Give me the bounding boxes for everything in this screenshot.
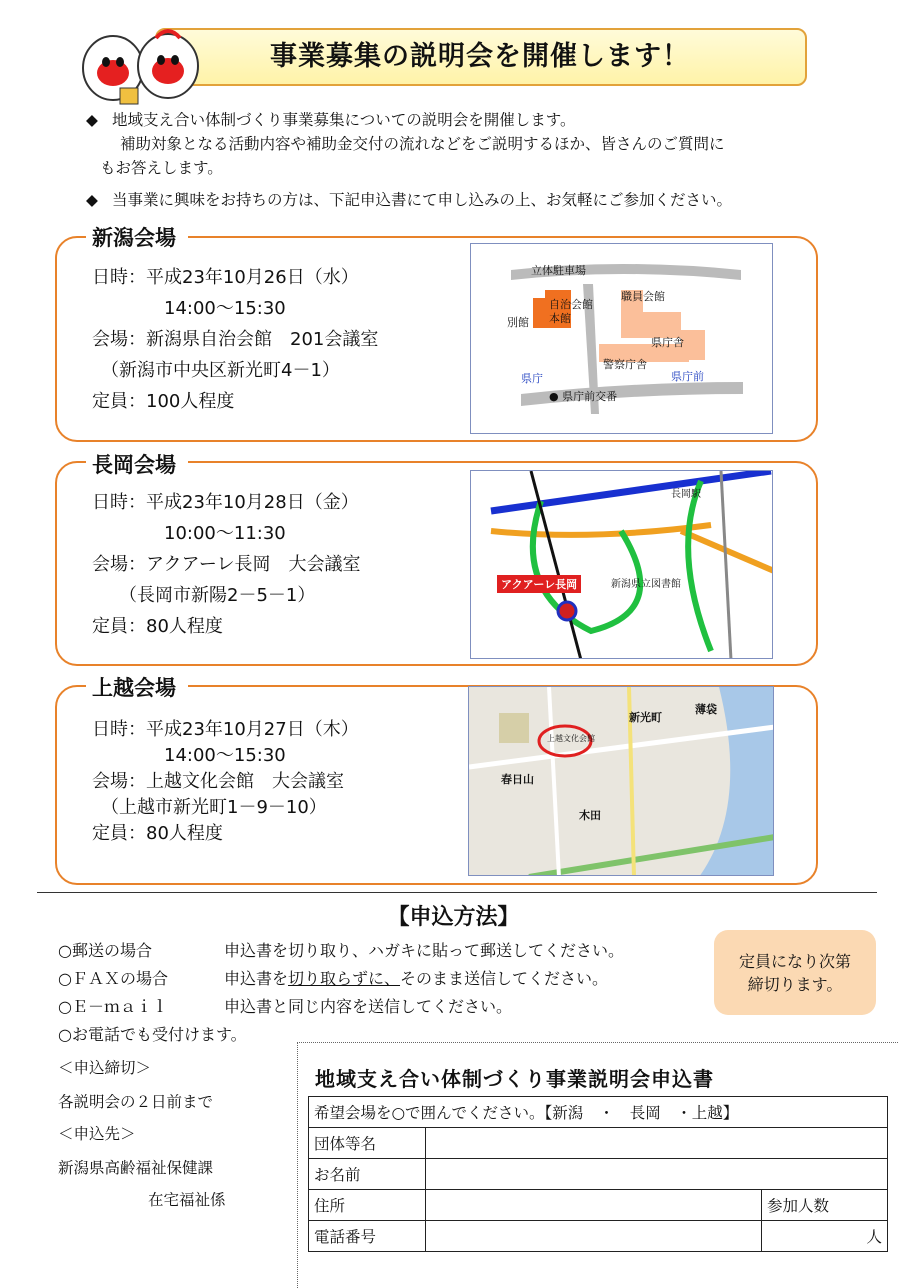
destination-label: ＜申込先＞ — [58, 1125, 136, 1143]
venue-info-niigata: 日時：平成23年10月26日（水） 14:00～15:30 会場：新潟県自治会館 201会議室 （新潟市中央区新光町4－1） 定員：100人程度 — [92, 267, 379, 412]
section-divider — [37, 892, 877, 893]
org-field[interactable] — [426, 1128, 888, 1159]
map-niigata: 立体駐車場 自治会館 本館 別館 職員会館 県庁舎 警察庁舎 県庁 県庁前 ● 県庁前交番 — [470, 243, 773, 434]
deadline-note: 定員になり次第 締切ります。 — [714, 930, 876, 1015]
method-row-mail: ○郵送の場合 申込書を切り取り、ハガキに貼って郵送してください。 — [58, 941, 625, 960]
destination-section: 在宅福祉係 — [148, 1191, 226, 1209]
address-field[interactable] — [426, 1190, 762, 1221]
intro-line-2: 補助対象となる活動内容や補助金交付の流れなどをご説明するほか、皆さんのご質問に — [120, 135, 725, 153]
intro-line-1: ◆ 地域支え合い体制づくり事業募集についての説明会を開催します。 — [86, 108, 575, 132]
phone-field[interactable] — [426, 1221, 762, 1252]
org-label: 団体等名 — [309, 1128, 426, 1159]
diamond-icon: ◆ — [86, 191, 98, 209]
intro-line-4: ◆ 当事業に興味をお持ちの方は、下記申込書にて申し込みの上、お気軽にご参加ください。 — [86, 188, 732, 212]
deadline-text: 各説明会の２日前まで — [58, 1093, 214, 1111]
phone-label: 電話番号 — [309, 1221, 426, 1252]
name-label: お名前 — [309, 1159, 426, 1190]
application-form — [308, 1096, 888, 1252]
name-field[interactable] — [426, 1159, 888, 1190]
intro-line-3: もお答えします。 — [100, 159, 223, 177]
deadline-label: ＜申込締切＞ — [58, 1059, 152, 1077]
map-niigata-drawing — [471, 244, 773, 434]
page-title: 事業募集の説明会を開催します！ — [270, 41, 690, 72]
venue-info-nagaoka: 日時：平成23年10月28日（金） 10:00～11:30 会場：アクアーレ長岡 大会議室 （長岡市新陽2－5－1） 定員：80人程度 — [92, 492, 361, 637]
method-row-fax: ○ＦＡＸの場合 申込書を切り取らずに、そのまま送信してください。 — [58, 969, 609, 988]
venue-title-nagaoka: 長岡会場 — [86, 449, 188, 479]
participants-label: 参加人数 — [762, 1190, 888, 1221]
method-title: 【申込方法】 — [387, 905, 520, 930]
diamond-icon: ◆ — [86, 111, 98, 129]
map-nagaoka: アクアーレ長岡 長岡駅 新潟県立図書館 — [470, 470, 773, 659]
mascot-icon — [68, 18, 208, 108]
venue-select-field[interactable]: 希望会場を○で囲んでください。【新潟 ・ 長岡 ・上越】 — [309, 1097, 888, 1128]
method-row-email: ○Ｅ－ｍａｉｌ 申込書と同じ内容を送信してください。 — [58, 997, 513, 1016]
method-row-phone: ○お電話でも受付けます。 — [58, 1025, 247, 1044]
map-nagaoka-drawing — [471, 471, 773, 659]
form-title: 地域支え合い体制づくり事業説明会申込書 — [315, 1067, 714, 1091]
participants-field[interactable] — [762, 1221, 888, 1252]
venue-title-joetsu: 上越会場 — [86, 672, 188, 702]
venue-info-joetsu: 日時：平成23年10月27日（木） 14:00～15:30 会場：上越文化会館 大会議室 （上越市新光町1－9－10） 定員：80人程度 — [92, 719, 359, 844]
map-joetsu: 新光町 薄袋 春日山 木田 上越文化会館 — [468, 686, 774, 876]
address-label: 住所 — [309, 1190, 426, 1221]
participants-unit: 人 — [866, 1228, 882, 1246]
destination-dept: 新潟県高齢福祉保健課 — [58, 1159, 214, 1177]
venue-title-niigata: 新潟会場 — [86, 222, 188, 252]
